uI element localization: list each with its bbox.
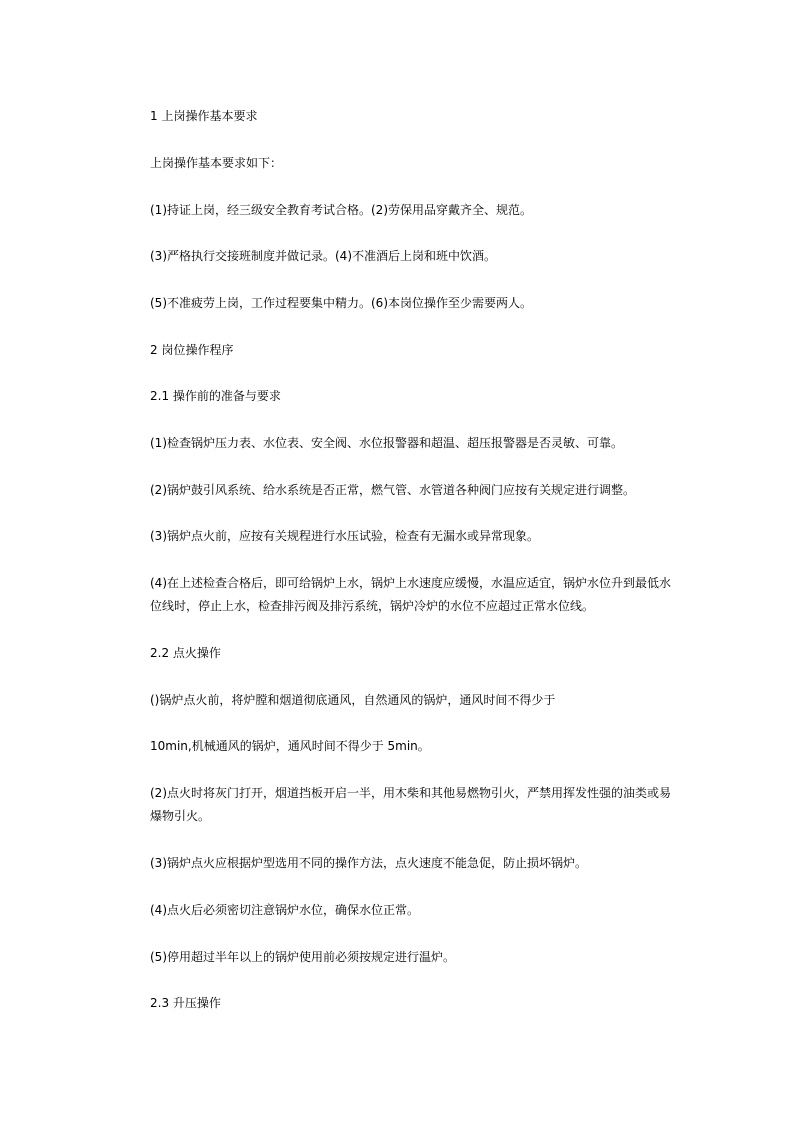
paragraph: (3)锅炉点火前，应按有关规程进行水压试验，检查有无漏水或异常现象。 [150, 529, 540, 543]
section-heading: 2 岗位操作程序 [150, 343, 234, 357]
paragraph: 上岗操作基本要求如下： [150, 156, 283, 170]
paragraph: (4)在上述检查合格后，即可给锅炉上水，锅炉上水速度应缓慢，水温应适宜，锅炉水位升到最低水位线时，停止上水，检查排污阀及排污系统，锅炉冷炉的水位不应超过正常水位线。 [150, 576, 672, 613]
paragraph: (5)不准疲劳上岗，工作过程要集中精力。(6)本岗位操作至少需要两人。 [150, 296, 532, 310]
paragraph: (2)点火时将灰门打开，烟道挡板开启一半，用木柴和其他易燃物引火，严禁用挥发性强的油类或易爆物引火。 [150, 786, 672, 823]
paragraph: (3)严格执行交接班制度并做记录。(4)不准酒后上岗和班中饮酒。 [150, 249, 496, 263]
subsection-heading: 2.3 升压操作 [150, 996, 221, 1010]
paragraph: 10min,机械通风的锅炉，通风时间不得少于 5min。 [150, 739, 430, 753]
section-heading: 1 上岗操作基本要求 [150, 109, 258, 123]
subsection-heading: 2.2 点火操作 [150, 646, 221, 660]
paragraph: (5)停用超过半年以上的锅炉使用前必须按规定进行温炉。 [150, 950, 456, 964]
paragraph: ()锅炉点火前，将炉膛和烟道彻底通风，自然通风的锅炉，通风时间不得少于 [150, 693, 556, 707]
paragraph: (4)点火后必须密切注意锅炉水位，确保水位正常。 [150, 903, 419, 917]
paragraph: (2)锅炉鼓引风系统、给水系统是否正常，燃气管、水管道各种阀门应按有关规定进行调整。 [150, 483, 636, 497]
paragraph: (1)持证上岗，经三级安全教育考试合格。(2)劳保用品穿戴齐全、规范。 [150, 203, 532, 217]
subsection-heading: 2.1 操作前的准备与要求 [150, 389, 281, 403]
paragraph: (3)锅炉点火应根据炉型选用不同的操作方法，点火速度不能急促，防止损坏锅炉。 [150, 856, 588, 870]
paragraph: (1)检查锅炉压力表、水位表、安全阀、水位报警器和超温、超压报警器是否灵敏、可靠。 [150, 436, 624, 450]
